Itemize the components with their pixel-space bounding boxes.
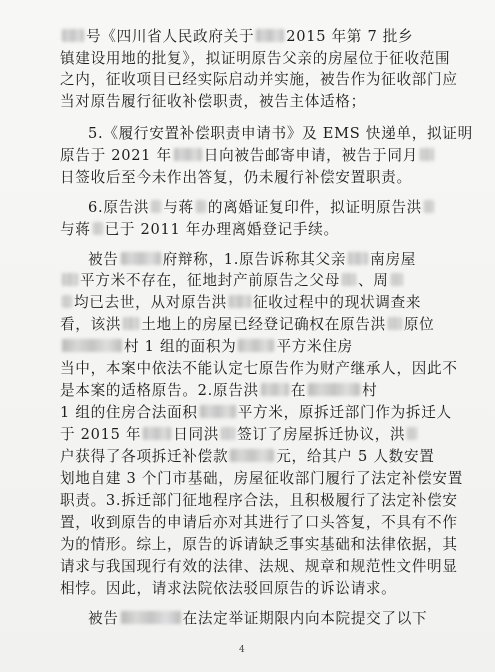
text-line — [0, 610, 495, 628]
redaction-block — [121, 611, 181, 624]
text-line — [0, 199, 495, 217]
text-line — [0, 360, 495, 378]
text-line — [0, 93, 495, 111]
text-segment: 被告 — [88, 251, 119, 268]
redaction-block — [229, 295, 251, 308]
text-line — [0, 382, 495, 400]
text-segment: 府辩称，1.原告诉称其父亲 — [162, 251, 347, 268]
text-line — [0, 492, 495, 510]
redaction-block — [238, 339, 274, 352]
text-line — [0, 558, 495, 576]
text-segment: 土地上的房屋已经登记确权在原告洪 — [141, 316, 386, 333]
text-segment: 已于 2011 年办理离婚登记手续。 — [104, 221, 339, 238]
redaction-block — [424, 200, 434, 213]
text-segment: 6.原告洪 — [88, 199, 150, 216]
text-line — [0, 221, 495, 239]
text-segment: 均已去世，从对原告洪 — [74, 294, 227, 311]
text-segment: 之内，征收项目已经实际启动并实施，被告作为征收部门应 — [60, 71, 458, 88]
redaction-block — [174, 148, 202, 161]
text-segment: 5.《履行安置补偿职责申请书》及 EMS 快递单，拟证明 — [88, 125, 473, 142]
redaction-block — [93, 222, 103, 235]
text-segment: 与蒋 — [163, 199, 194, 216]
text-segment: 户获得了各项拆迁补偿款 — [60, 448, 229, 465]
redaction-block — [391, 273, 403, 286]
redaction-block — [62, 29, 84, 42]
text-segment: 原位 — [403, 316, 435, 333]
text-line — [0, 28, 495, 46]
page-number: 4 — [239, 645, 245, 655]
text-line — [0, 316, 495, 334]
text-segment: 在 — [290, 382, 307, 399]
text-segment: 原告于 2021 年 — [60, 147, 172, 164]
redaction-block — [123, 317, 139, 330]
text-line — [0, 536, 495, 554]
text-segment: 平方米不存在，征地封产前原告之父母 — [80, 272, 340, 289]
redaction-block — [230, 449, 274, 462]
redaction-block — [121, 252, 161, 265]
redaction-block — [420, 148, 434, 161]
text-line — [0, 514, 495, 532]
text-segment: 元，给其户 5 人数安置 — [276, 448, 435, 465]
redaction-block — [62, 339, 122, 352]
redaction-block — [62, 273, 78, 286]
text-line — [0, 338, 495, 356]
redaction-block — [388, 317, 402, 330]
redaction-block — [348, 252, 368, 265]
text-line — [0, 448, 495, 466]
text-segment: 于 2015 年 — [60, 426, 142, 443]
redaction-block — [143, 427, 171, 440]
text-line — [0, 50, 495, 68]
redaction-block — [151, 200, 161, 213]
text-segment: 日签收后至今未作出答复，仍未履行补偿安置职责。 — [60, 169, 412, 186]
redaction-block — [62, 295, 72, 308]
text-line — [0, 294, 495, 312]
text-segment: 平方米，原拆迁部门作为拆迁人 — [237, 404, 452, 421]
text-segment: 职责。3.拆迁部门征地程序合法，且积极履行了法定补偿安 — [60, 492, 458, 509]
redaction-block — [256, 29, 284, 42]
text-segment: 在法定举证期限内向本院提交了以下 — [182, 610, 428, 627]
text-segment: 号《四川省人民政府关于 — [86, 28, 255, 45]
text-segment: 镇建设用地的批复》，拟证明原告父亲的房屋位于征收范围 — [60, 50, 451, 67]
text-segment: 看，该洪 — [60, 316, 122, 333]
redaction-block — [196, 200, 206, 213]
text-line — [0, 251, 495, 269]
text-segment: 当对原告履行征收补偿职责，被告主体适格； — [60, 93, 366, 110]
text-segment: 划地自建 3 个门市基础，房屋征收部门履行了法定补偿安置 — [60, 470, 464, 487]
redaction-block — [407, 427, 417, 440]
text-segment: 村 — [362, 382, 378, 399]
redaction-block — [221, 427, 235, 440]
text-line — [0, 147, 495, 165]
text-segment: 日向被告邮寄申请，被告于同月 — [203, 147, 418, 164]
text-line — [0, 426, 495, 444]
text-segment: 、周 — [358, 272, 389, 289]
text-segment: 签订了房屋拆迁协议，洪 — [237, 426, 406, 443]
redaction-block — [261, 383, 289, 396]
text-segment: 当中，本案中依法不能认定七原告作为财产继承人，因此不 — [60, 360, 458, 377]
text-line — [0, 580, 495, 598]
text-segment: 日同洪 — [173, 426, 220, 443]
text-line — [0, 404, 495, 422]
text-segment: 村 1 组的面积为 — [124, 338, 237, 355]
text-segment: 2015 年第 7 批乡 — [286, 28, 414, 45]
text-line — [0, 272, 495, 290]
redaction-block — [308, 383, 360, 396]
text-segment: 征收过程中的现状调查来 — [252, 294, 422, 311]
text-segment: 的离婚证复印件，拟证明原告洪 — [207, 199, 422, 216]
text-line — [0, 470, 495, 488]
text-segment: 相悖。因此，请求法院依法驳回原告的诉讼请求。 — [60, 580, 397, 597]
redaction-block — [200, 405, 236, 418]
text-segment: 1 组的住房合法面积 — [60, 404, 198, 421]
text-segment: 与蒋 — [60, 221, 91, 238]
text-segment: 平方米住房 — [276, 338, 353, 355]
text-line — [0, 71, 495, 89]
text-segment: 请求与我国现行有效的法律、法规、规章和规范性文件明显 — [60, 558, 458, 575]
text-segment: 被告 — [88, 610, 119, 627]
text-segment: 南房屋 — [370, 251, 417, 268]
text-segment: 置，收到原告的申请后亦对其进行了口头答复，不具有不作 — [60, 514, 458, 531]
text-line — [0, 169, 495, 187]
text-segment: 是本案的适格原告。2.原告洪 — [60, 382, 259, 399]
text-segment: 为的情形。综上，原告的诉请缺乏事实基础和法律依据，其 — [60, 536, 458, 553]
text-line — [0, 125, 495, 143]
redaction-block — [342, 273, 356, 286]
